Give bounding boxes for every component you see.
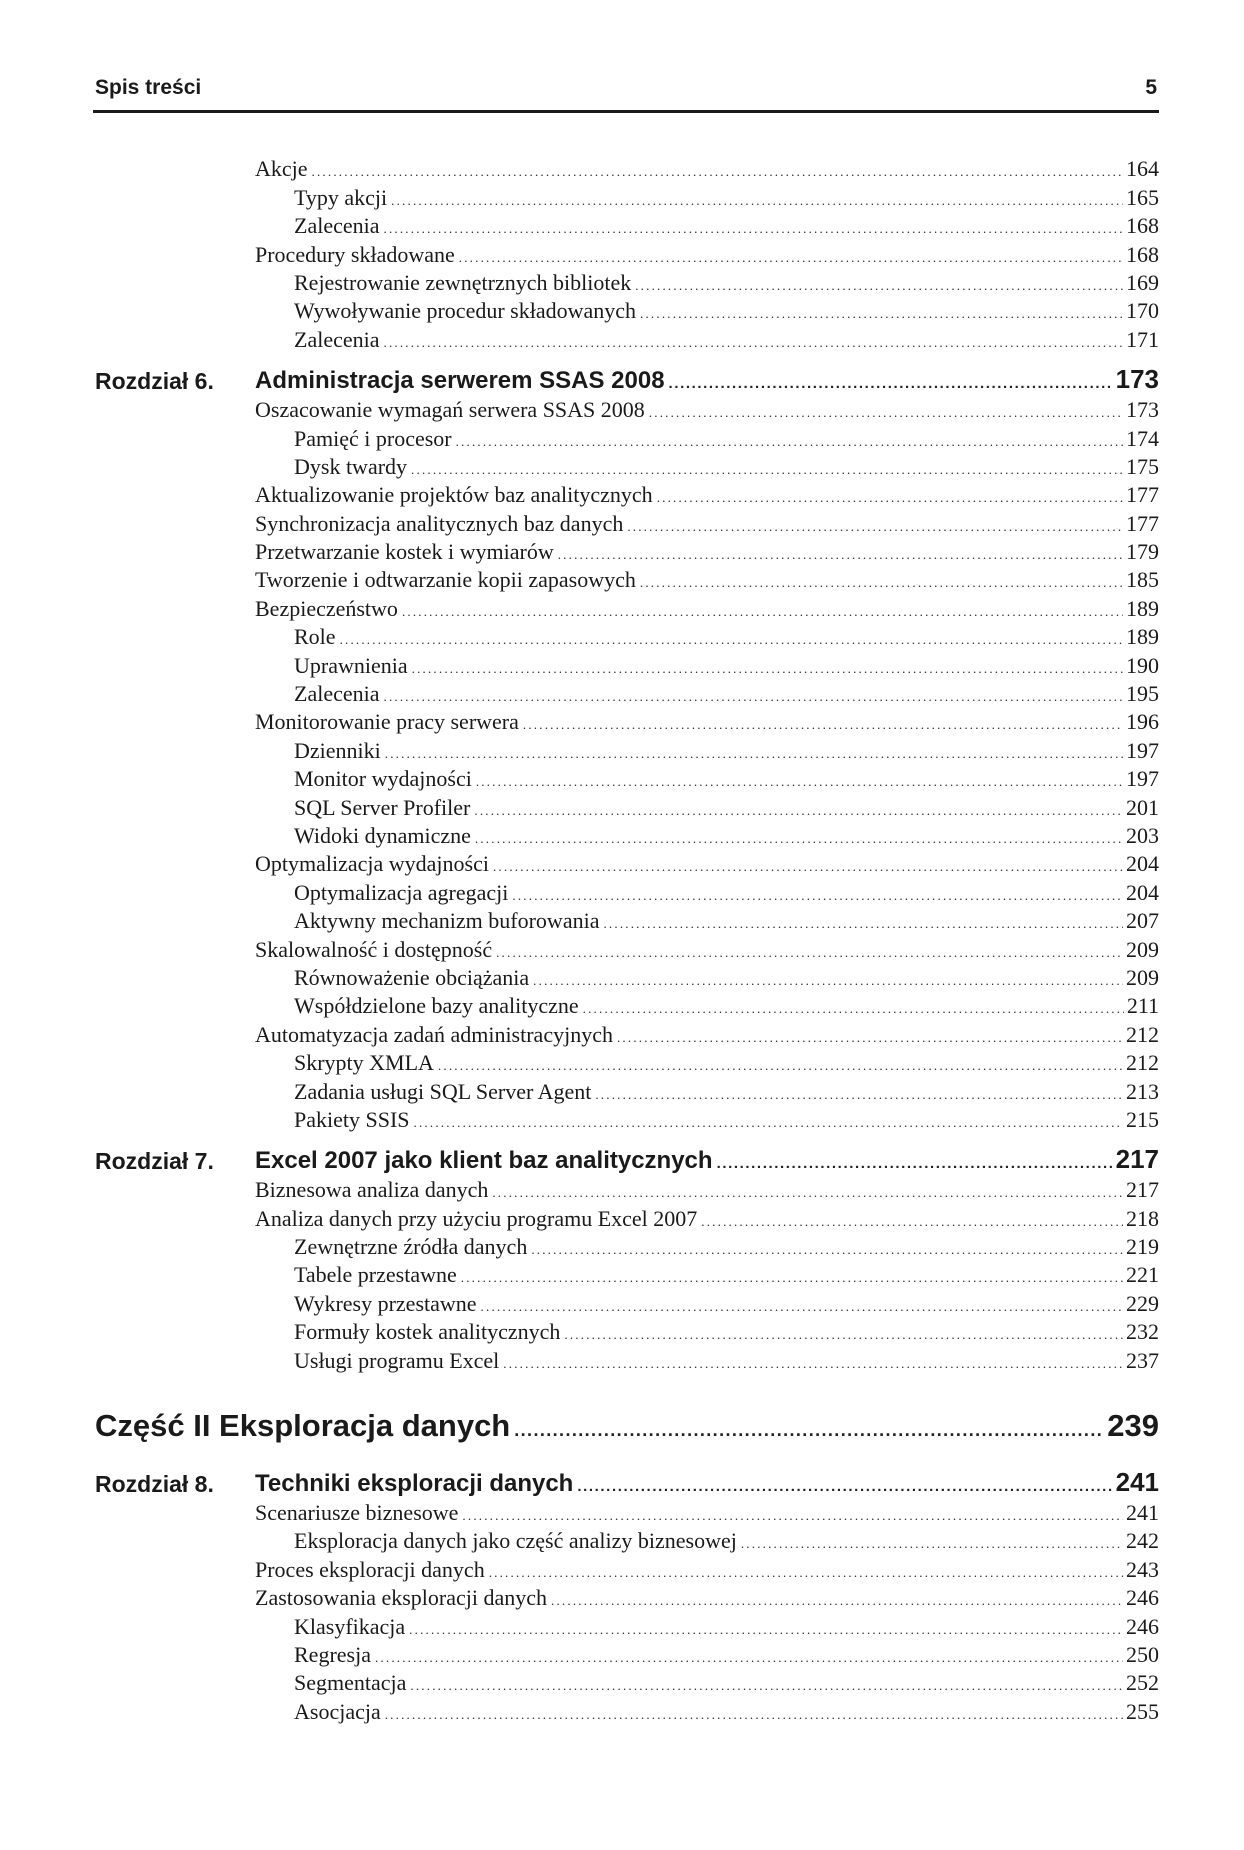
leader-dots [462,1508,1123,1524]
toc-entry-label: Usługi programu Excel [294,1347,500,1373]
leader-dots [512,888,1123,904]
toc-entry-page: 221 [1126,1262,1159,1288]
toc-entry-page: 218 [1126,1205,1159,1231]
toc-entry-page: 169 [1126,269,1159,295]
toc-entry-label: Akcje [255,156,308,182]
toc-entry-page: 203 [1126,822,1159,848]
leader-dots [489,1565,1123,1581]
toc-entry-label: Uprawnienia [294,652,408,678]
toc-entry-label: Aktualizowanie projektów baz analitycznych [255,482,653,508]
toc-entry[interactable] [93,483,1159,511]
toc-entry-page: 197 [1126,737,1159,763]
leader-dots [461,1270,1123,1286]
toc-entry-label: Formuły kostek analitycznych [294,1319,561,1345]
part-heading-2[interactable] [93,1403,1159,1447]
leader-dots [391,193,1123,209]
toc-entry[interactable] [93,1586,1159,1614]
toc-entry-page: 185 [1126,567,1159,593]
toc-entry[interactable] [93,767,1159,795]
chapter-page: 173 [1115,363,1159,394]
toc-entry-label: Tworzenie i odtwarzanie kopii zapasowych [255,567,636,593]
leader-dots [583,1001,1124,1017]
toc-entry-label: Analiza danych przy użyciu programu Excel 2007 [255,1205,698,1231]
toc-entry-page: 171 [1126,326,1159,352]
toc-entry[interactable] [93,966,1159,994]
toc-entry-page: 243 [1126,1556,1159,1582]
toc-entry-label: Regresja [294,1641,371,1667]
toc-entry[interactable] [93,1178,1159,1206]
toc-entry-page: 204 [1126,851,1159,877]
chapter-number: Rozdział 7. [95,1147,214,1174]
toc-entry[interactable] [93,1022,1159,1050]
toc-entry-label: Proces eksploracji danych [255,1556,485,1582]
leader-dots [476,774,1123,790]
toc-entry-label: Tabele przestawne [294,1262,457,1288]
leader-dots [411,462,1123,478]
leader-dots [312,164,1123,180]
toc-entry-page: 164 [1126,156,1159,182]
toc-entry-label: Scenariusze biznesowe [255,1500,459,1526]
leader-dots [514,1420,1104,1441]
toc-entry[interactable] [93,1671,1159,1699]
toc-entry-label: Procedury składowane [255,241,455,267]
toc-entry-page: 255 [1126,1698,1159,1724]
toc-entry[interactable] [93,710,1159,738]
toc-entry-label: Oszacowanie wymagań serwera SSAS 2008 [255,397,645,423]
leader-dots [640,575,1123,591]
toc-entry-page: 217 [1126,1177,1159,1203]
toc-entry-page: 246 [1126,1585,1159,1611]
toc-entry[interactable] [93,568,1159,596]
toc-entry[interactable] [93,880,1159,908]
leader-dots [475,831,1123,847]
leader-dots [523,717,1123,733]
toc-entry-page: 201 [1126,794,1159,820]
toc-entry[interactable] [93,157,1159,185]
toc-entry-label: Monitor wydajności [294,766,472,792]
chapter-heading-8[interactable] [93,1466,1159,1501]
toc-entry[interactable] [93,1108,1159,1136]
leader-dots [402,604,1123,620]
toc-entry[interactable] [93,909,1159,937]
toc-entry-page: 237 [1126,1347,1159,1373]
toc-entry[interactable] [93,214,1159,242]
leader-dots [340,632,1123,648]
leader-dots [551,1593,1123,1609]
toc-entry-label: Klasyfikacja [294,1613,406,1639]
toc-entry-page: 242 [1126,1528,1159,1554]
leader-dots [533,973,1123,989]
toc-entry[interactable] [93,738,1159,766]
toc-entry-label: Aktywny mechanizm buforowania [294,908,600,934]
toc-entry-label: Równoważenie obciążania [294,964,530,990]
toc-entry[interactable] [93,1557,1159,1585]
toc-entry-label: Segmentacja [294,1670,407,1696]
toc-entry-label: Skrypty XMLA [294,1050,434,1076]
toc-entry-label: Dysk twardy [294,453,408,479]
toc-entry[interactable] [93,1206,1159,1234]
toc-entry[interactable] [93,994,1159,1022]
toc-entry[interactable] [93,185,1159,213]
toc-entry-label: Typy akcji [294,184,388,210]
toc-entry-label: Synchronizacja analitycznych baz danych [255,510,624,536]
leader-dots [375,1650,1123,1666]
toc-entry-page: 189 [1126,595,1159,621]
header-title: Spis treści [95,76,202,99]
toc-entry[interactable] [93,1699,1159,1727]
toc-entry-page: 168 [1126,241,1159,267]
toc-entry-page: 190 [1126,652,1159,678]
leader-dots [503,1356,1123,1372]
toc-entry-page: 229 [1126,1290,1159,1316]
leader-dots [635,278,1123,294]
leader-dots [531,1242,1123,1258]
toc-entry-page: 174 [1126,425,1159,451]
toc-entry[interactable] [93,1051,1159,1079]
leader-dots [459,250,1123,266]
toc-entry[interactable] [93,398,1159,426]
leader-dots [595,1087,1123,1103]
leader-dots [481,1299,1123,1315]
leader-dots [456,434,1123,450]
toc-entry-label: Zalecenia [294,326,380,352]
toc-entry-label: Eksploracja danych jako część analizy biznesowej [294,1528,737,1554]
toc-entry[interactable] [93,1263,1159,1291]
toc-entry[interactable] [93,1235,1159,1263]
toc-entry-page: 219 [1126,1234,1159,1260]
toc-entry-page: 207 [1126,908,1159,934]
leader-dots [649,405,1123,421]
toc-entry-label: Współdzielone bazy analityczne [294,993,579,1019]
leader-dots [385,746,1123,762]
leader-dots [640,306,1123,322]
toc-entry-page: 197 [1126,766,1159,792]
leader-dots [558,547,1123,563]
toc-entry-page: 212 [1126,1050,1159,1076]
toc-entry[interactable] [93,426,1159,454]
toc-entry-page: 204 [1126,879,1159,905]
toc-entry-label: Zalecenia [294,681,380,707]
leader-dots [577,1478,1112,1495]
leader-dots [409,1622,1123,1638]
toc-entry[interactable] [93,824,1159,852]
leader-dots [384,221,1124,237]
toc-entry-label: Optymalizacja wydajności [255,851,489,877]
toc-entry-label: Skalowalność i dostępność [255,936,493,962]
leader-dots [496,945,1123,961]
toc-entry-page: 212 [1126,1021,1159,1047]
leader-dots [564,1327,1123,1343]
chapter-number: Rozdział 6. [95,367,214,394]
toc-entry[interactable] [93,540,1159,568]
toc-entry-page: 168 [1126,213,1159,239]
leader-dots [412,661,1123,677]
toc-entry-label: Bezpieczeństwo [255,595,398,621]
leader-dots [384,335,1124,351]
toc-entry-label: Automatyzacja zadań administracyjnych [255,1021,613,1047]
toc-entry-page: 175 [1126,453,1159,479]
toc-entry-page: 177 [1126,510,1159,536]
toc-entry-label: Przetwarzanie kostek i wymiarów [255,539,554,565]
toc-entry[interactable] [93,327,1159,355]
leader-dots [410,1678,1123,1694]
toc-entry-page: 189 [1126,624,1159,650]
toc-entry[interactable] [93,1079,1159,1107]
toc-entry-label: SQL Server Profiler [294,794,471,820]
toc-entry[interactable] [93,1614,1159,1642]
toc-entry[interactable] [93,1501,1159,1529]
toc-entry-label: Zastosowania eksploracji danych [255,1585,548,1611]
toc-entry-page: 246 [1126,1613,1159,1639]
toc-entry[interactable] [93,455,1159,483]
toc-entry[interactable] [93,1529,1159,1557]
toc-entry-label: Zalecenia [294,213,380,239]
toc-entry-page: 195 [1126,681,1159,707]
leader-dots [438,1058,1123,1074]
chapter-title: Administracja serwerem SSAS 2008 [255,366,665,394]
toc-entry[interactable] [93,625,1159,653]
toc-entry[interactable] [93,852,1159,880]
leader-dots [492,1185,1123,1201]
toc-entry-label: Zewnętrzne źródła danych [294,1234,528,1260]
toc-entry[interactable] [93,653,1159,681]
header-page-number: 5 [1145,76,1157,99]
toc-entry-page: 252 [1126,1670,1159,1696]
toc-entry-label: Monitorowanie pracy serwera [255,709,519,735]
toc-entry[interactable] [93,682,1159,710]
toc-entry-label: Pakiety SSIS [294,1106,410,1132]
leader-dots [384,689,1124,705]
toc-entry-label: Zadania usługi SQL Server Agent [294,1078,592,1104]
leader-dots [385,1707,1123,1723]
leader-dots [701,1214,1123,1230]
toc-entry-label: Biznesowa analiza danych [255,1177,489,1203]
chapter-heading-6[interactable] [93,363,1159,398]
part-title: Część II Eksploracja danych [95,1407,511,1443]
toc-entry-label: Asocjacja [294,1698,381,1724]
toc-entry-label: Widoki dynamiczne [294,822,471,848]
toc-entry-page: 215 [1126,1106,1159,1132]
toc-entry[interactable] [93,299,1159,327]
toc-entry[interactable] [93,242,1159,270]
leader-dots [657,490,1123,506]
leader-dots [741,1536,1123,1552]
toc-entry[interactable] [93,271,1159,299]
chapter-page: 217 [1115,1143,1159,1174]
chapter-number: Rozdział 8. [95,1470,214,1497]
leader-dots [617,1030,1123,1046]
toc-entry[interactable] [93,1291,1159,1319]
toc-entry-page: 211 [1126,993,1159,1019]
toc-entry-page: 213 [1126,1078,1159,1104]
toc-entry-page: 209 [1126,964,1159,990]
toc-entry-label: Optymalizacja agregacji [294,879,509,905]
chapter-heading-7[interactable] [93,1143,1159,1178]
toc-entry-page: 179 [1126,539,1159,565]
leader-dots [474,803,1123,819]
leader-dots [414,1115,1123,1131]
leader-dots [603,916,1123,932]
toc-entry-page: 165 [1126,184,1159,210]
toc-entry[interactable] [93,511,1159,539]
toc-entry-label: Pamięć i procesor [294,425,452,451]
toc-entry[interactable] [93,937,1159,965]
leader-dots [493,859,1123,875]
toc-entry-page: 209 [1126,936,1159,962]
chapter-title: Techniki eksploracji danych [255,1469,574,1497]
toc-entry[interactable] [93,596,1159,624]
toc-entry-page: 232 [1126,1319,1159,1345]
toc-entry-page: 173 [1126,397,1159,423]
chapter-page: 241 [1115,1466,1159,1497]
running-header [93,74,1159,113]
toc-entry-label: Dzienniki [294,737,381,763]
toc-entry-label: Rejestrowanie zewnętrznych bibliotek [294,269,632,295]
toc-entry-label: Wykresy przestawne [294,1290,477,1316]
toc-entry-label: Role [294,624,336,650]
leader-dots [669,375,1113,392]
toc-entry[interactable] [93,1643,1159,1671]
toc-entry-page: 196 [1126,709,1159,735]
toc-entry-page: 177 [1126,482,1159,508]
toc-entry-label: Wywoływanie procedur składowanych [294,298,637,324]
part-page: 239 [1107,1407,1159,1443]
toc-entry[interactable] [93,1320,1159,1348]
leader-dots [627,519,1123,535]
toc-entry-page: 250 [1126,1641,1159,1667]
toc-entry[interactable] [93,1348,1159,1376]
toc-entry-page: 241 [1126,1500,1159,1526]
table-of-contents [93,157,1159,1728]
chapter-title: Excel 2007 jako klient baz analitycznych [255,1146,713,1174]
toc-entry-page: 170 [1126,298,1159,324]
toc-entry[interactable] [93,795,1159,823]
leader-dots [717,1155,1113,1172]
